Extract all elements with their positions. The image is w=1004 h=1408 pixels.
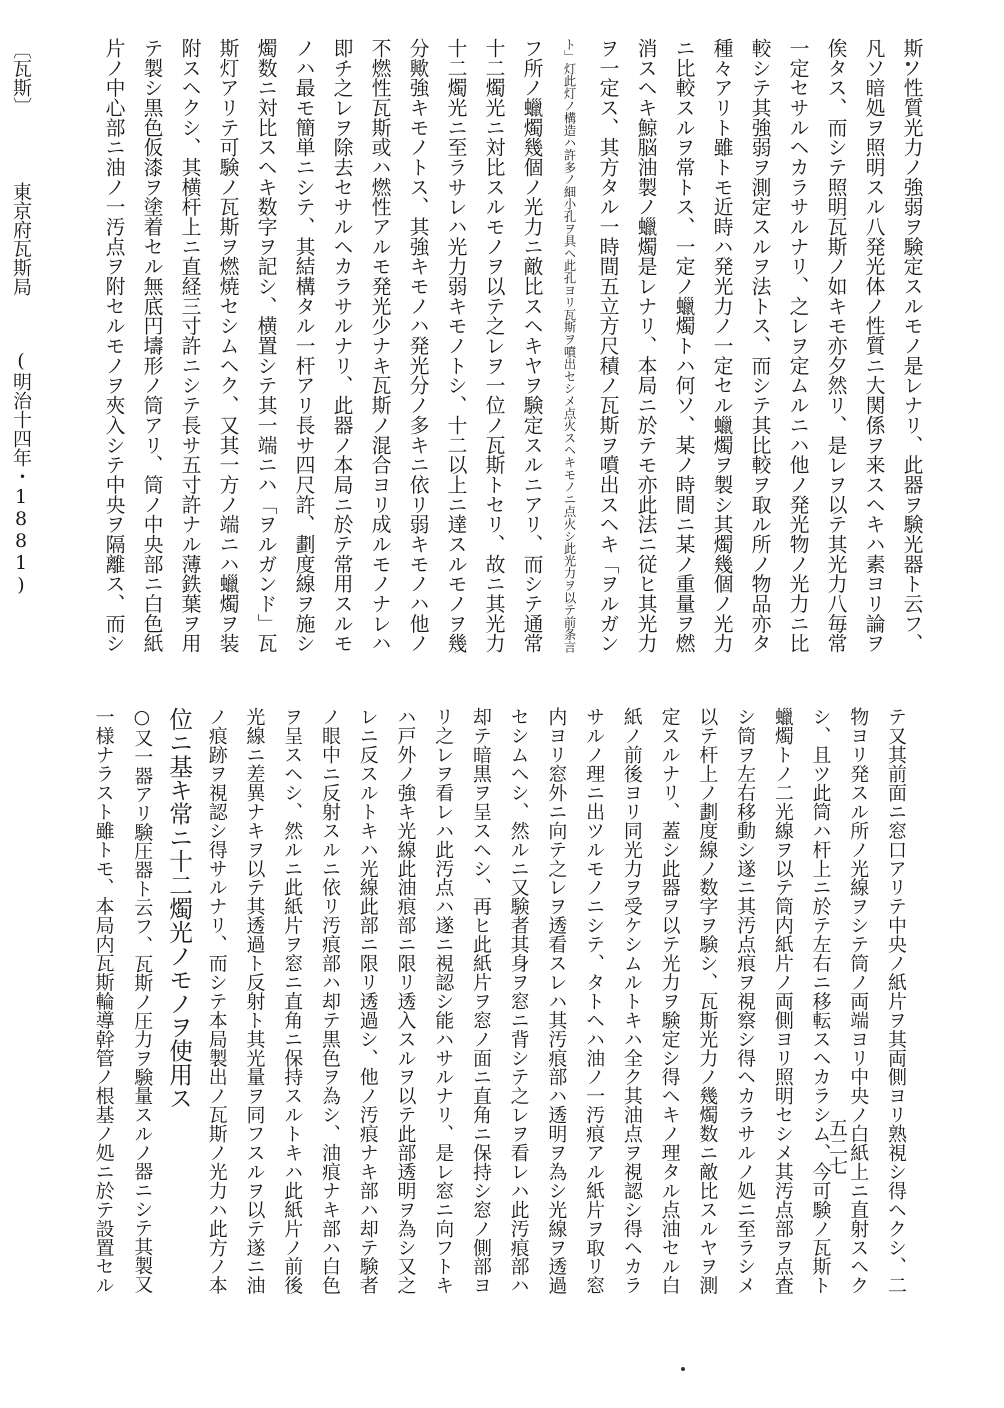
upper-text-column: ニ比較スルヲ常トス、一定ノ蠟燭トハ何ソ、某ノ時間ニ某ノ重量ヲ燃 bbox=[672, 38, 695, 654]
upper-text-column: 俟タス、而シテ照明瓦斯ノ如キモ亦夕然リ、是レヲ以テ其光力八毎常 bbox=[824, 38, 847, 654]
lower-text-column: サルノ理ニ出ツルモノニシテ、タトヘハ油ノ一汚痕アル紙片ヲ取リ窓 bbox=[583, 707, 606, 1295]
running-head bbox=[10, 40, 32, 596]
upper-text-column: 燭数ニ対比スヘキ数字ヲ記シ、横置シテ其一端ニハ「ヲルガンド」瓦 bbox=[254, 38, 277, 654]
upper-text-column: 斯ノ性質光力ノ強弱ヲ験定スルモノ是レナリ、此器ヲ験光器ト云フ、 bbox=[900, 38, 923, 654]
ink-speck bbox=[681, 1367, 685, 1371]
lower-text-column: レニ反スルトキハ光線此部ニ限リ透過シ、他ノ汚痕ナキ部ハ却テ験者 bbox=[356, 707, 379, 1295]
lower-text-column: セシムヘシ、然ルニ又験者其身ヲ窓ニ背シテ之レヲ看レハ此汚痕部ハ bbox=[507, 707, 530, 1295]
upper-text-column: 附スヘクシ、其横杆上ニ直経三寸許ニシテ長サ五寸許ナル薄鉄葉ヲ用 bbox=[178, 38, 201, 654]
page-number: 五二七 bbox=[826, 1118, 848, 1175]
running-head-office: 東京府瓦斯局 bbox=[10, 182, 32, 296]
lower-text-column: 一様ナラスト雖トモ、本局内瓦斯輪導幹管ノ根基ノ処ニ於テ設置セル bbox=[92, 707, 115, 1295]
lower-text-block bbox=[85, 707, 915, 1307]
lower-text-column: 定スルナリ、蓋シ此器ヲ以テ光力ヲ験定シ得ヘキノ理タル点油セル白 bbox=[658, 707, 681, 1295]
upper-text-column: 消スヘキ鯨脳油製ノ蠟燭是レナリ、本局ニ於テモ亦此法ニ従ヒ其光力 bbox=[634, 38, 657, 654]
upper-text-column: フ所ノ蠟燭幾個ノ光力ニ敵比スヘキヤヲ験定スルニアリ、而シテ通常 bbox=[520, 38, 543, 654]
running-head-date: (明治十四年・1881) bbox=[10, 350, 32, 596]
upper-text-column: 較シテ其強弱ヲ測定スルヲ法トス、而シテ其比較ヲ取ル所ノ物品亦タ bbox=[748, 38, 771, 654]
lower-text-column: ノ眼中ニ反射スルニ依リ汚痕部ハ却テ黒色ヲ為シ、油痕ナキ部ハ白色 bbox=[318, 707, 341, 1295]
lower-text-column: 紙ノ前後ヨリ同光力ヲ受ケシムルトキハ全ク其油点ヲ視認シ得ヘカラ bbox=[620, 707, 643, 1295]
running-head-category: 〔瓦斯〕 bbox=[10, 40, 32, 116]
upper-text-column: 分歟強キモノトス、其強キモノハ発光分ノ多キニ依リ弱キモノハ他ノ bbox=[406, 38, 429, 654]
lower-text-column: シ筒ヲ左右移動シ遂ニ其汚点痕ヲ視察シ得ヘカラサルノ処ニ至ラシメ bbox=[734, 707, 757, 1295]
lower-text-column: 位ニ基キ常ニ十二燭光ノモノヲ使用ス bbox=[165, 707, 194, 1110]
lower-text-column: 内ヨリ窓外ニ向テ之レヲ透看スレハ其汚痕部ハ透明ヲ為シ光線ヲ透過 bbox=[545, 707, 568, 1295]
upper-text-column: 一定セサルヘカラサルナリ、之レヲ定ムルニハ他ノ発光物ノ光力ニ比 bbox=[786, 38, 809, 654]
upper-text-block bbox=[75, 38, 930, 666]
upper-text-column: 凡ソ暗処ヲ照明スル八発光体ノ性質ニ大関係ヲ来スヘキハ素ヨリ論ヲ bbox=[862, 38, 885, 654]
lower-text-column: シ、且ツ此筒ハ杆上ニ於テ左右ニ移転スヘカラシム、今可験ノ瓦斯ト bbox=[809, 707, 832, 1295]
upper-text-column: 片ノ中心部ニ油ノ一汚点ヲ附セルモノヲ夾入シテ中央ヲ隔離ス、而シ bbox=[102, 38, 125, 654]
upper-text-column: 即チ之レヲ除去セサルヘカラサルナリ、此器ノ本局ニ於テ常用スルモ bbox=[330, 38, 353, 654]
lower-text-column: ハ戸外ノ強キ光線此油痕部ニ限リ透入スルヲ以テ此部透明ヲ為シ又之 bbox=[394, 707, 417, 1295]
upper-text-column: ト」灯此灯ノ構造ハ許多ノ細小孔ヲ具ヘ此孔ヨリ瓦斯ヲ噴出セシメ点火スヘキモノニ点火シ此光力ヲ以テ前条言 bbox=[562, 38, 576, 653]
upper-text-column: 十二燭光ニ至ラサレハ光力弱キモノトシ、十二以上ニ達スルモノヲ幾 bbox=[444, 38, 467, 654]
lower-text-column: リ之レヲ看レハ此汚点ハ遂ニ視認シ能ハサルナリ、是レ窓ニ向フトキ bbox=[432, 707, 455, 1295]
lower-text-column: 蠟燭トノ二光線ヲ以テ筒内紙片ノ両側ヨリ照明セシメ其汚点部ヲ点査 bbox=[771, 707, 794, 1295]
lower-text-column: ○又一器アリ験圧器ト云フ、瓦斯ノ圧力ヲ験量スルノ器ニシテ其製又 bbox=[131, 707, 153, 1294]
lower-text-column: 光線ニ差異ナキヲ以テ其透過ト反射ト其光量ヲ同フスルヲ以テ遂ニ油 bbox=[243, 707, 266, 1295]
upper-text-column: テ製シ黒色仮漆ヲ塗着セル無底円壔形ノ筒アリ、筒ノ中央部ニ白色紙 bbox=[140, 38, 163, 654]
upper-text-column: 種々アリト雖トモ近時ハ発光力ノ一定セル蠟燭ヲ製シ其燭幾個ノ光力 bbox=[710, 38, 733, 654]
lower-text-column: 物ヨリ発スル所ノ光線ヲシテ筒ノ両端ヨリ中央ノ白紙上ニ直射スヘク bbox=[847, 707, 870, 1295]
lower-text-column: ヲ呈スヘシ、然ルニ此紙片ヲ窓ニ直角ニ保持スルトキハ此紙片ノ前後 bbox=[281, 707, 304, 1295]
upper-text-column: 斯灯アリテ可験ノ瓦斯ヲ燃焼セシムヘク、又其一方ノ端ニハ蠟燭ヲ装 bbox=[216, 38, 239, 654]
lower-text-column: ノ痕跡ヲ視認シ得サルナリ、而シテ本局製出ノ瓦斯ノ光力ハ此方ノ本 bbox=[205, 707, 228, 1295]
upper-text-column: 十二燭光ニ対比スルモノヲ以テ之レヲ一位ノ瓦斯トセリ、故ニ其光力 bbox=[482, 38, 505, 654]
upper-text-column: ヲ一定ス、其方タル一時間五立方尺積ノ瓦斯ヲ噴出スヘキ「ヲルガン bbox=[596, 38, 619, 654]
upper-text-column: 不燃性瓦斯或ハ燃性アルモ発光少ナキ瓦斯ノ混合ヨリ成ルモノナレハ bbox=[368, 38, 391, 654]
lower-text-column: 以テ杆上ノ劃度線ノ数字ヲ験シ、瓦斯光力ノ幾燭数ニ敵比スルヤヲ測 bbox=[696, 707, 719, 1295]
upper-text-column: ノハ最モ簡単ニシテ、其結構タル一杆アリ長サ四尺許、劃度線ヲ施シ bbox=[292, 38, 315, 654]
lower-text-column: テ又其前面ニ窓口アリテ中央ノ紙片ヲ其両側ヨリ熟視シ得ヘクシ、二 bbox=[885, 707, 907, 1295]
lower-text-column: 却テ暗黒ヲ呈スヘシ、再ヒ此紙片ヲ窓ノ面ニ直角ニ保持シ窓ノ側部ヨ bbox=[469, 707, 492, 1295]
